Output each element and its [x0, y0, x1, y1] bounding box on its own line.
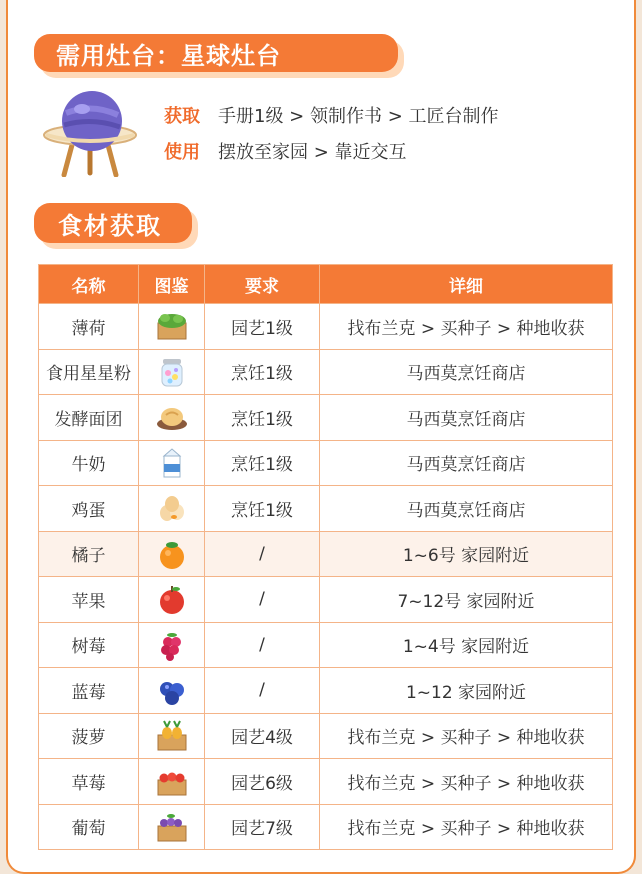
table-row [39, 440, 613, 486]
ingredient-detail: 1~4号 家园附近 [320, 622, 613, 668]
ingredient-detail: 找布兰克 > 买种子 > 种地收获 [320, 304, 613, 350]
table-row [39, 304, 613, 350]
use-text: 摆放至家园 > 靠近交互 [218, 142, 407, 163]
mint-crate-icon [154, 309, 190, 343]
orange-icon [154, 537, 190, 571]
milk-carton-icon [154, 446, 190, 480]
table-row [39, 486, 613, 532]
ingredient-icon-cell [139, 804, 205, 850]
ingredient-requirement: 烹饪1级 [205, 440, 320, 486]
ingredient-name: 薄荷 [39, 304, 139, 350]
ingredient-name: 食用星星粉 [39, 349, 139, 395]
ingredient-detail: 7~12号 家园附近 [320, 577, 613, 623]
table-header-row [39, 265, 613, 304]
strawberry-crate-icon [154, 764, 190, 798]
ingredient-requirement: 烹饪1级 [205, 395, 320, 441]
ingredient-detail: 马西莫烹饪商店 [320, 440, 613, 486]
header-requirement: 要求 [205, 265, 320, 304]
header-name: 名称 [39, 265, 139, 304]
ingredient-detail: 找布兰克 > 买种子 > 种地收获 [320, 759, 613, 805]
ingredient-icon-cell [139, 349, 205, 395]
ingredient-detail: 马西莫烹饪商店 [320, 349, 613, 395]
table-row [39, 349, 613, 395]
ingredient-icon-cell [139, 531, 205, 577]
obtain-label: 获取 [164, 106, 200, 127]
obtain-info [164, 102, 499, 128]
ingredient-detail: 1~6号 家园附近 [320, 531, 613, 577]
ingredient-icon-cell [139, 622, 205, 668]
ingredient-requirement: / [205, 668, 320, 714]
ingredient-requirement: 园艺1级 [205, 304, 320, 350]
use-label: 使用 [164, 142, 200, 163]
ingredient-name: 发酵面团 [39, 395, 139, 441]
table-row [39, 713, 613, 759]
ingredient-name: 草莓 [39, 759, 139, 805]
blueberry-icon [154, 673, 190, 707]
ingredient-detail: 1~12 家园附近 [320, 668, 613, 714]
header-detail: 详细 [320, 265, 613, 304]
ingredient-name: 鸡蛋 [39, 486, 139, 532]
raspberry-icon [154, 628, 190, 662]
ingredient-icon-cell [139, 395, 205, 441]
ingredient-detail: 马西莫烹饪商店 [320, 486, 613, 532]
dough-icon [154, 400, 190, 434]
ingredient-detail: 找布兰克 > 买种子 > 种地收获 [320, 804, 613, 850]
table-row [39, 577, 613, 623]
ingredient-requirement: 园艺4级 [205, 713, 320, 759]
table-row [39, 804, 613, 850]
ingredient-name: 苹果 [39, 577, 139, 623]
ingredient-requirement: / [205, 622, 320, 668]
ingredient-requirement: / [205, 577, 320, 623]
ingredient-name: 菠萝 [39, 713, 139, 759]
ingredient-requirement: 园艺6级 [205, 759, 320, 805]
ingredient-requirement: 烹饪1级 [205, 349, 320, 395]
eggs-icon [154, 491, 190, 525]
table-row [39, 622, 613, 668]
grape-crate-icon [154, 810, 190, 844]
ingredient-requirement: 园艺7级 [205, 804, 320, 850]
ingredient-name: 树莓 [39, 622, 139, 668]
ingredient-icon-cell [139, 304, 205, 350]
ingredient-icon-cell [139, 759, 205, 805]
header-icon: 图鉴 [139, 265, 205, 304]
ingredient-icon-cell [139, 713, 205, 759]
table-row [39, 668, 613, 714]
table-row [39, 759, 613, 805]
obtain-text: 手册1级 > 领制作书 > 工匠台制作 [218, 106, 499, 127]
ingredient-icon-cell [139, 486, 205, 532]
ingredient-icon-cell [139, 440, 205, 486]
ingredient-icon-cell [139, 668, 205, 714]
apple-icon [154, 582, 190, 616]
pineapple-crate-icon [154, 719, 190, 753]
ingredient-name: 牛奶 [39, 440, 139, 486]
ingredient-requirement: 烹饪1级 [205, 486, 320, 532]
page-title: 需用灶台：星球灶台 [34, 34, 398, 72]
table-row [39, 531, 613, 577]
table-row [39, 395, 613, 441]
ingredient-name: 蓝莓 [39, 668, 139, 714]
ingredient-name: 橘子 [39, 531, 139, 577]
ingredient-detail: 马西莫烹饪商店 [320, 395, 613, 441]
ingredient-name: 葡萄 [39, 804, 139, 850]
star-powder-jar-icon [154, 355, 190, 389]
ingredient-icon-cell [139, 577, 205, 623]
section-title: 食材获取 [34, 203, 192, 243]
planet-stove-icon [40, 85, 140, 177]
ingredient-detail: 找布兰克 > 买种子 > 种地收获 [320, 713, 613, 759]
use-info [164, 138, 407, 164]
ingredient-requirement: / [205, 531, 320, 577]
ingredient-table [38, 264, 613, 850]
